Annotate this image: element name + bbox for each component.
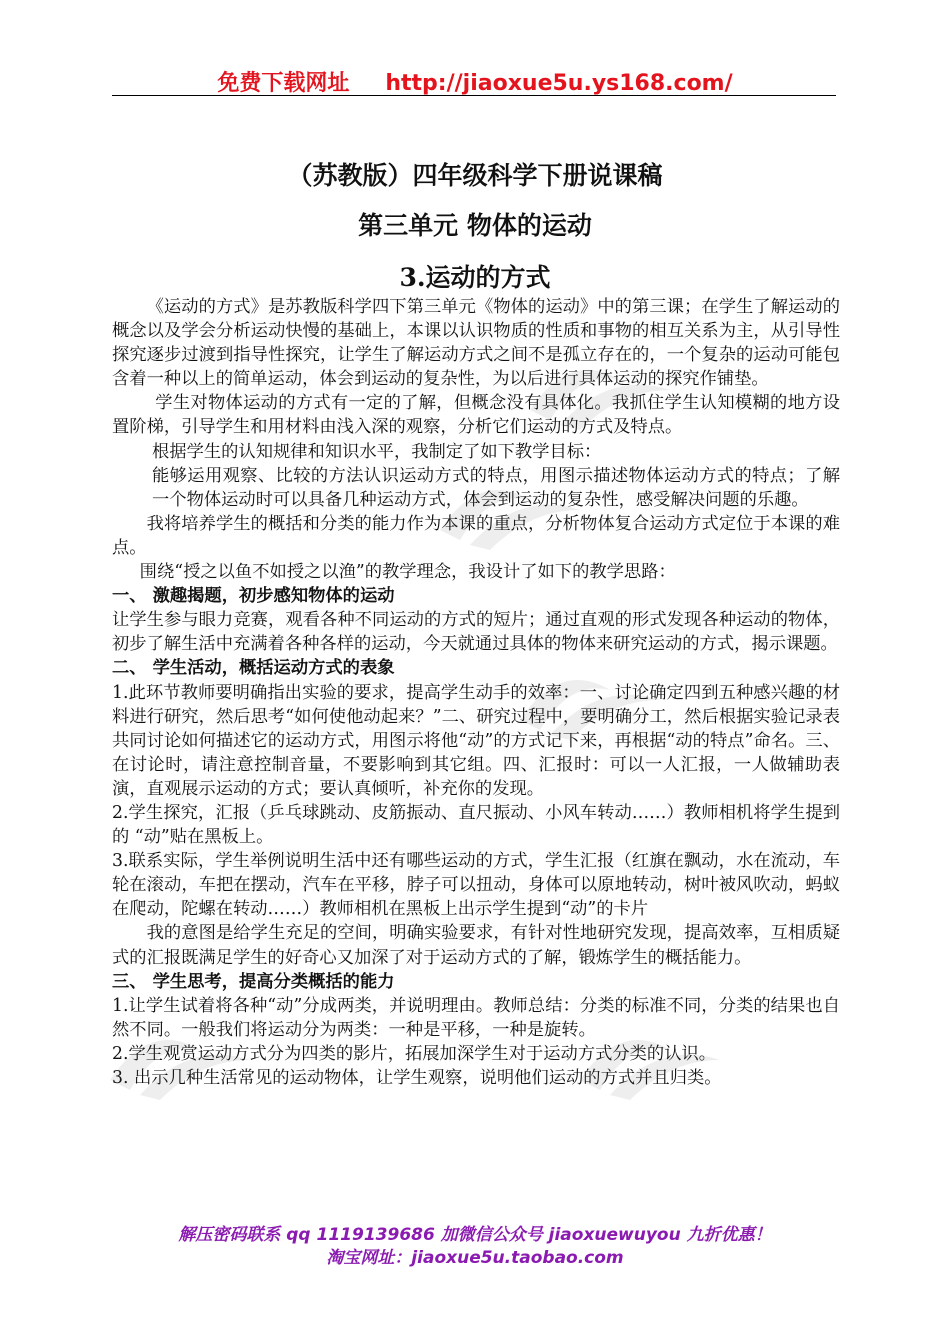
footer-contact: 解压密码联系 qq 1119139686 加微信公众号 jiaoxuewuyou 九折优惠！ [178, 1225, 772, 1245]
paragraph: 3.联系实际，学生举例说明生活中还有哪些运动的方式，学生汇报（红旗在飘动，水在流动，车轮在滚动，车把在摆动，汽车在平移，脖子可以扭动，身体可以原地转动，树叶被风吹动，蚂蚁在爬动，陀螺在转动……）教师相机在黑板上出示学生提到“动”的卡片 [112, 851, 840, 920]
paragraph: 根据学生的认知规律和知识水平，我制定了如下教学目标： [152, 441, 602, 462]
paragraph: 1.此环节教师要明确指出实验的要求，提高学生动手的效率：一、讨论确定四到五种感兴趣的材料进行研究，然后思考“如何使他动起来？”二、研究过程中，要明确分工，然后根据实验记录表共同讨论如何描述它的运动方式，用图示将他“动”的方式记下来，再根据“动的特点”命名。三、在讨论时，请注意控制音量，不要影响到其它组。四、汇报时：可以一人汇报，一人做辅助表演，直观展示运动的方式；要认真倾听，补充你的发现。 [112, 682, 840, 799]
doc-title: （苏教版）四年级科学下册说课稿 [287, 161, 663, 190]
footer-shop-link[interactable]: 淘宝网址：jiaoxue5u.taobao.com [326, 1248, 624, 1268]
lesson-title: 3.运动的方式 [399, 263, 551, 292]
paragraph: 1.让学生试着将各种“动”分成两类，并说明理由。教师总结：分类的标准不同，分类的结果也自然不同。一般我们将运动分为两类：一种是平移，一种是旋转。 [112, 995, 840, 1040]
paragraph: 2.学生探究，汇报（乒乓球跳动、皮筋振动、直尺振动、小风车转动……）教师相机将学生提到的 “动”贴在黑板上。 [112, 802, 840, 848]
paragraph: 让学生参与眼力竞赛，观看各种不同运动的方式的短片；通过直观的形式发现各种运动的物体，初步了解生活中充满着各种各样的运动，今天就通过具体的物体来研究运动的方式，揭示课题。 [112, 610, 840, 655]
header-label: 免费下载网址 [217, 71, 350, 96]
paragraph: 《运动的方式》是苏教版科学四下第三单元《物体的运动》中的第三课；在学生了解运动的概念以及学会分析运动快慢的基础上，本课以认识物质的性质和事物的相互关系为主，从引导性探究逐步过渡到指导性探究，让学生了解运动方式之间不是孤立存在的，一个复杂的运动可能包含着一种以上的简单运动，体会到运动的复杂性，为以后进行具体运动的探究作铺垫。 [112, 297, 840, 390]
paragraph: 围绕“授之以鱼不如授之以渔”的教学理念，我设计了如下的教学思路： [139, 562, 676, 583]
paragraph: 我的意图是给学生充足的空间，明确实验要求，有针对性地研究发现，提高效率，互相质疑式的汇报既满足学生的好奇心又加深了对于运动方式的了解，锻炼学生的概括能力。 [112, 923, 840, 968]
header-url-link[interactable]: http://jiaoxue5u.ys168.com/ [385, 71, 733, 96]
header-divider [112, 95, 836, 96]
document-body [112, 295, 840, 1090]
paragraph: 2.学生观赏运动方式分为四类的影片，拓展加深学生对于运动方式分类的认识。 [112, 1043, 717, 1064]
section-heading: 一、 激趣揭题，初步感知物体的运动 [112, 586, 395, 607]
paragraph: 3. 出示几种生活常见的运动物体，让学生观察，说明他们运动的方式并且归类。 [112, 1068, 722, 1088]
section-heading: 三、 学生思考，提高分类概括的能力 [112, 971, 395, 992]
download-header [0, 66, 950, 97]
paragraph: 学生对物体运动的方式有一定的了解，但概念没有具体化。我抓住学生认知模糊的地方设置阶梯，引导学生和用材料由浅入深的观察，分析它们运动的方式及特点。 [112, 393, 840, 438]
unit-title: 第三单元 物体的运动 [358, 211, 592, 240]
paragraph: 我将培养学生的概括和分类的能力作为本课的重点，分析物体复合运动方式定位于本课的难点。 [112, 513, 840, 558]
paragraph: 能够运用观察、比较的方法认识运动方式的特点，用图示描述物体运动方式的特点；了解一个物体运动时可以具备几种运动方式，体会到运动的复杂性，感受解决问题的乐趣。 [152, 465, 840, 510]
section-heading: 二、 学生活动，概括运动方式的表象 [112, 658, 395, 679]
